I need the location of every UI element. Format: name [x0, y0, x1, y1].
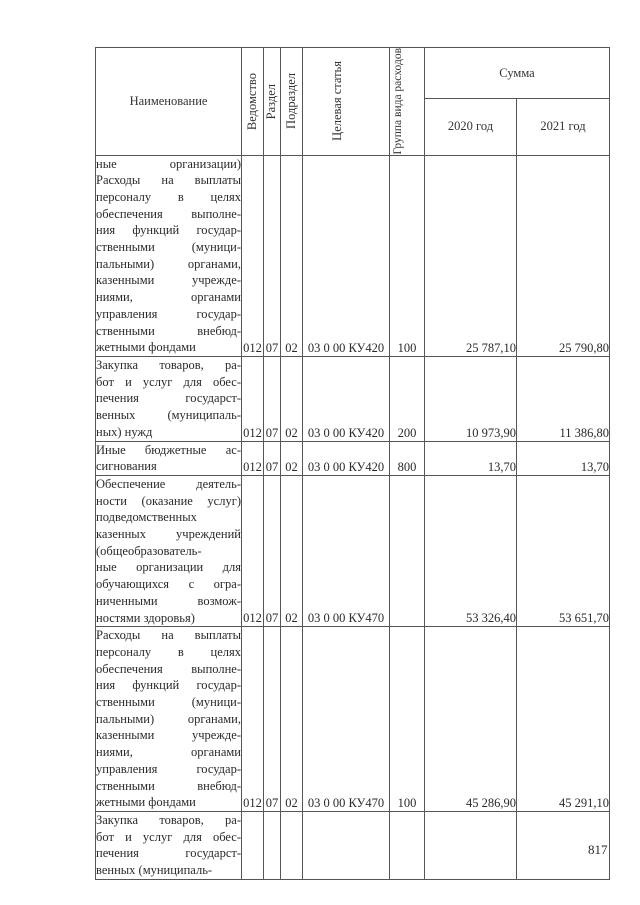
sum-2020-cell: 53 326,40: [425, 475, 517, 626]
header-podrazdel: Подраздел: [281, 48, 303, 156]
razdel-cell: 07: [264, 441, 281, 475]
row-name-line: казенных учреждений: [96, 527, 241, 542]
table-row: [96, 475, 610, 626]
row-name-line: пальными) органами,: [96, 256, 241, 271]
row-name-line: Иные бюджетные ас-: [96, 442, 241, 457]
celevaya-statya-cell: [303, 811, 390, 879]
row-name-line: ные организации): [96, 156, 241, 171]
row-name-cell: [96, 627, 242, 812]
row-name-line: сигнования: [96, 459, 157, 474]
gruppa-cell: 100: [390, 627, 425, 812]
header-vedomstvo: Ведомство: [242, 48, 264, 156]
podrazdel-cell: 02: [281, 356, 303, 441]
header-name: Наименование: [96, 48, 242, 156]
header-summa: Сумма: [425, 48, 610, 99]
row-name-line: казенными учрежде-: [96, 273, 241, 288]
row-name-line: ниченными возмож-: [96, 593, 241, 608]
row-name-line: венных (муниципаль-: [96, 408, 241, 423]
row-name-line: управления государ-: [96, 761, 241, 776]
row-name-line: жетными фондами: [96, 795, 196, 810]
gruppa-cell: [390, 475, 425, 626]
row-name-line: персоналу в целях: [96, 644, 241, 659]
row-name-line: Расходы на выплаты: [96, 173, 241, 188]
row-name-line: пальными) органами,: [96, 711, 241, 726]
row-name-line: управления государ-: [96, 306, 241, 321]
celevaya-statya-cell: 03 0 00 КУ470: [303, 627, 390, 812]
row-name-line: казенными учрежде-: [96, 728, 241, 743]
gruppa-cell: 200: [390, 356, 425, 441]
row-name-line: ния функций государ-: [96, 678, 241, 693]
page-number: 817: [588, 842, 608, 857]
razdel-cell: 07: [264, 155, 281, 356]
budget-table: [95, 47, 610, 880]
celevaya-statya-cell: 03 0 00 КУ420: [303, 155, 390, 356]
vedomstvo-cell: [242, 811, 264, 879]
sum-2021-cell: 11 386,80: [517, 356, 610, 441]
row-name-cell: [96, 441, 242, 475]
row-name-line: Закупка товаров, ра-: [96, 357, 241, 372]
row-name-line: ния функций государ-: [96, 223, 241, 238]
table-row: [96, 155, 610, 356]
sum-2021-cell: 13,70: [517, 441, 610, 475]
vedomstvo-cell: 012: [242, 356, 264, 441]
table-row: [96, 811, 610, 879]
sum-2020-cell: 13,70: [425, 441, 517, 475]
gruppa-cell: 100: [390, 155, 425, 356]
row-name-line: жетными фондами: [96, 340, 196, 355]
sum-2021-cell: 45 291,10: [517, 627, 610, 812]
table-row: [96, 627, 610, 812]
vedomstvo-cell: 012: [242, 155, 264, 356]
row-name-line: ственными (муници-: [96, 240, 241, 255]
header-year-2020: 2020 год: [425, 99, 517, 155]
row-name-line: Расходы на выплаты: [96, 628, 241, 643]
row-name-line: печения государст-: [96, 846, 241, 861]
row-name-line: ных) нужд: [96, 424, 153, 439]
row-name-line: ниями, органами: [96, 745, 241, 760]
gruppa-cell: [390, 811, 425, 879]
row-name-line: Закупка товаров, ра-: [96, 812, 241, 827]
gruppa-cell: 800: [390, 441, 425, 475]
row-name-line: персоналу в целях: [96, 189, 241, 204]
sum-2020-cell: 25 787,10: [425, 155, 517, 356]
celevaya-statya-cell: 03 0 00 КУ470: [303, 475, 390, 626]
table-row: [96, 356, 610, 441]
row-name-line: ственными внебюд-: [96, 323, 241, 338]
row-name-line: ственными (муници-: [96, 695, 241, 710]
table-body: [96, 155, 610, 879]
row-name-line: ности (оказание услуг): [96, 493, 241, 508]
row-name-line: ниями, органами: [96, 290, 241, 305]
header-year-2021: 2021 год: [517, 99, 610, 155]
sum-2021-cell: 53 651,70: [517, 475, 610, 626]
row-name-line: (общеобразователь-: [96, 543, 202, 558]
vedomstvo-cell: 012: [242, 475, 264, 626]
razdel-cell: [264, 811, 281, 879]
row-name-cell: [96, 356, 242, 441]
celevaya-statya-cell: 03 0 00 КУ420: [303, 356, 390, 441]
razdel-cell: 07: [264, 356, 281, 441]
row-name-line: обучающихся с огра-: [96, 577, 241, 592]
vedomstvo-cell: 012: [242, 441, 264, 475]
sum-2020-cell: 10 973,90: [425, 356, 517, 441]
row-name-cell: [96, 155, 242, 356]
celevaya-statya-cell: 03 0 00 КУ420: [303, 441, 390, 475]
podrazdel-cell: [281, 811, 303, 879]
razdel-cell: 07: [264, 627, 281, 812]
row-name-line: бот и услуг для обес-: [96, 829, 241, 844]
vedomstvo-cell: 012: [242, 627, 264, 812]
row-name-cell: [96, 811, 242, 879]
row-name-line: ные организации для: [96, 560, 241, 575]
row-name-line: обеспечения выполне-: [96, 661, 241, 676]
header-celevaya-statya: Целевая статья: [303, 48, 390, 156]
podrazdel-cell: 02: [281, 627, 303, 812]
row-name-line: печения государст-: [96, 391, 241, 406]
sum-2020-cell: [425, 811, 517, 879]
sum-2020-cell: 45 286,90: [425, 627, 517, 812]
podrazdel-cell: 02: [281, 441, 303, 475]
podrazdel-cell: 02: [281, 475, 303, 626]
sum-2021-cell: 25 790,80: [517, 155, 610, 356]
razdel-cell: 07: [264, 475, 281, 626]
row-name-cell: [96, 475, 242, 626]
header-gruppa-vida-rashodov: Группа вида расходов: [390, 48, 425, 156]
row-name-line: обеспечения выполне-: [96, 206, 241, 221]
row-name-line: ственными внебюд-: [96, 778, 241, 793]
podrazdel-cell: 02: [281, 155, 303, 356]
table-row: [96, 441, 610, 475]
header-razdel: Раздел: [264, 48, 281, 156]
header-row-top: [96, 48, 610, 99]
row-name-line: венных (муниципаль-: [96, 863, 213, 878]
row-name-line: ностями здоровья): [96, 610, 195, 625]
row-name-line: Обеспечение деятель-: [96, 476, 241, 491]
row-name-line: бот и услуг для обес-: [96, 374, 241, 389]
row-name-line: подведомственных: [96, 510, 197, 525]
